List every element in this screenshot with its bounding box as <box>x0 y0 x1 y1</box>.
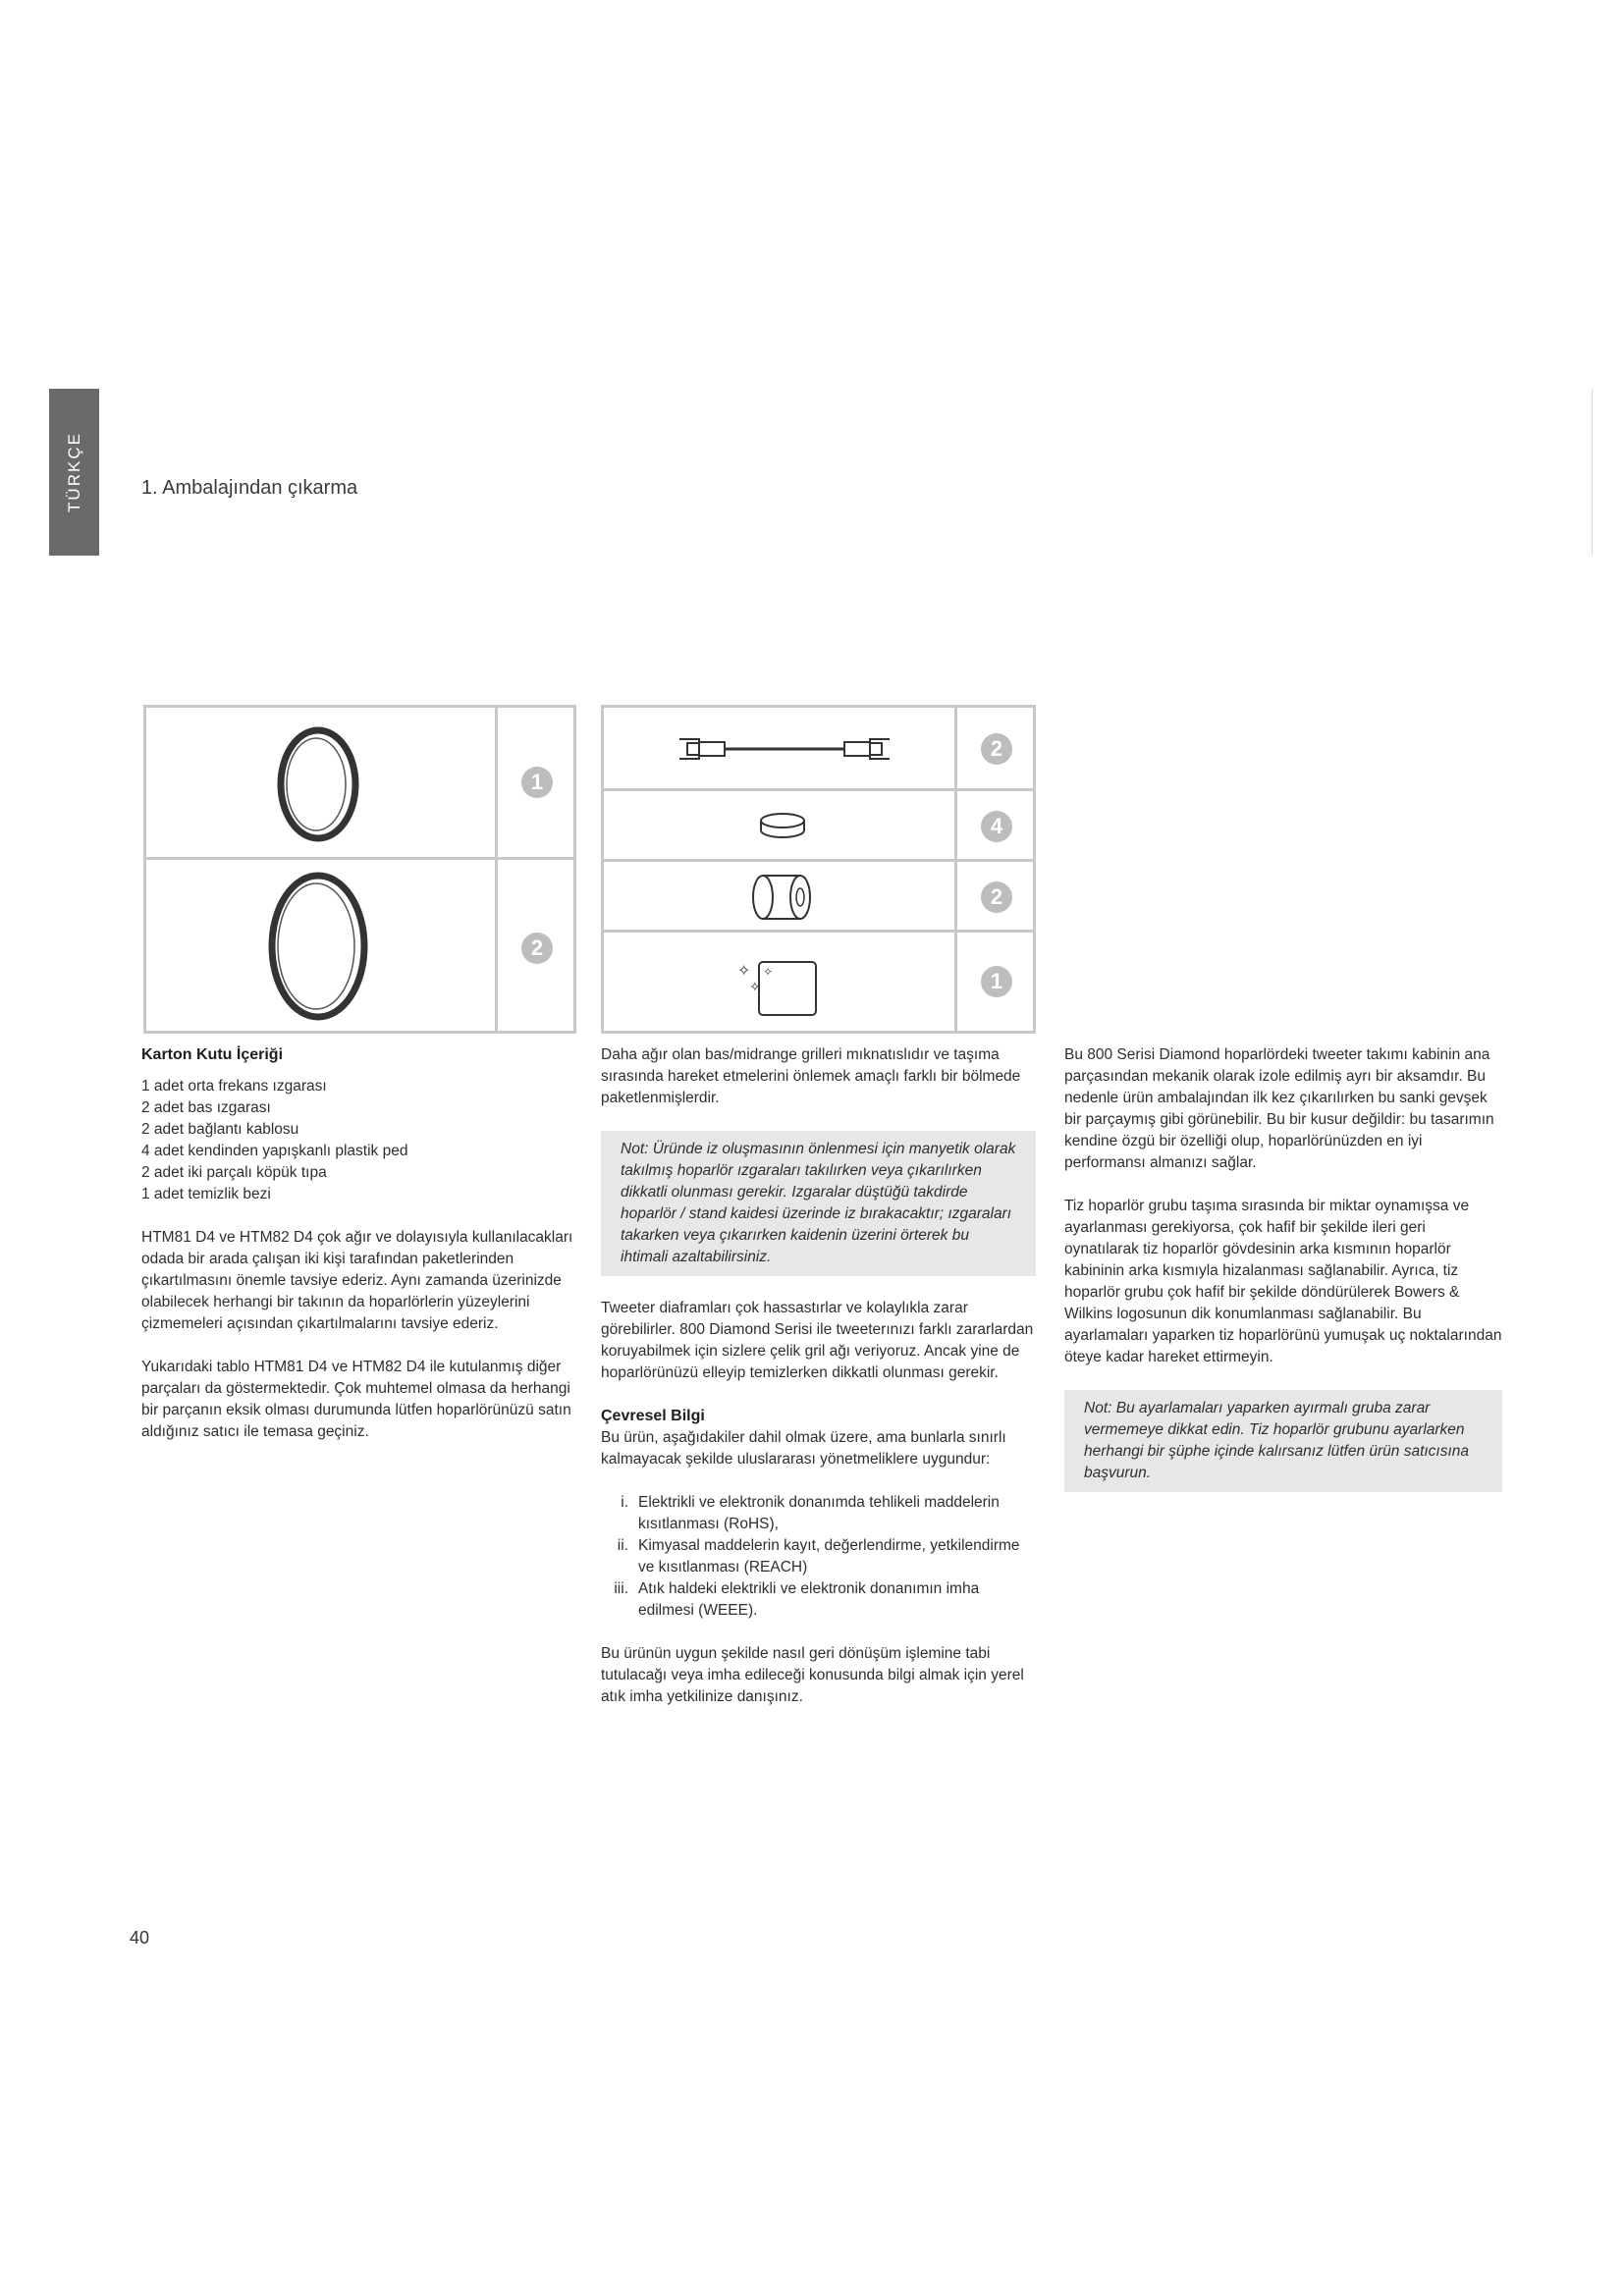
table-row <box>604 791 1033 862</box>
list-item: 2 adet bağlantı kablosu <box>141 1121 299 1138</box>
quantity-badge: 2 <box>981 733 1012 765</box>
note-box: Not: Bu ayarlamaları yaparken ayırmalı gruba zarar vermemeye dikkat edin. Tiz hoparlör grubunu ayarlarken herhangi bir şüphe içinde kalırsanız lütfen ürün satıcısına başvurun. <box>1064 1390 1502 1492</box>
list-item: iii. Atık haldeki elektrikli ve elektronik donanımın imha edilmesi (WEEE). <box>614 1580 980 1619</box>
quantity-badge: 2 <box>981 881 1012 913</box>
paragraph: Yukarıdaki tablo HTM81 D4 ve HTM82 D4 ile kutulanmış diğer parçaları da göstermektedir. Çok muhtemel olmasa da herhangi bir parçanın eksik olması durumunda lütfen hoparlörünüzü satın aldığınız satıcı ile temasa geçiniz. <box>141 1359 571 1440</box>
list-item: 2 adet iki parçalı köpük tıpa <box>141 1164 327 1181</box>
svg-text:✧: ✧ <box>737 961 751 980</box>
list-item: i. Elektrikli ve elektronik donanımda tehlikeli maddelerin kısıtlanması (RoHS), <box>621 1494 1000 1532</box>
paragraph: Tiz hoparlör grubu taşıma sırasında bir miktar oynamışsa ve ayarlanması gerekiyorsa, çok hafif bir şekilde ileri geri oynatılarak tiz hoparlör gövdesinin arka kısmının hoparlör kabininin arka kısmıyla hizalanması sağlanabilir. Ayrıca, tiz hoparlör grubu çok hafif bir şekilde döndürülerek Bowers & Wilkins logosunun dik konumlanması sağlanabilir. Bu ayarlamaları yaparken tiz hoparlörünü yumuşak uç noktalarından öteye kadar hareket ettirmeyin. <box>1064 1198 1502 1365</box>
midrange-grille-icon <box>254 716 382 853</box>
paragraph: Daha ağır olan bas/midrange grilleri mıknatıslıdır ve taşıma sırasında hareket etmelerini önlemek amaçlı farklı bir bölmede paketlenmişlerdir. <box>601 1046 1021 1106</box>
box-contents-heading: Karton Kutu İçeriği <box>141 1046 284 1063</box>
environmental-heading: Çevresel Bilgi <box>601 1408 705 1424</box>
box-contents-list <box>141 1076 573 1205</box>
list-item: 1 adet temizlik bezi <box>141 1186 271 1202</box>
text-column-2 <box>601 1044 1036 1730</box>
cleaning-cloth-icon <box>720 942 828 1021</box>
list-item: 2 adet bas ızgarası <box>141 1099 271 1116</box>
regulations-list <box>601 1492 1036 1622</box>
svg-text:✧: ✧ <box>749 980 761 995</box>
table-row <box>146 708 573 860</box>
quantity-badge: 1 <box>521 767 553 798</box>
language-tab-label: TÜRKÇE <box>64 432 83 512</box>
table-row <box>604 708 1033 791</box>
paragraph: Bu ürün, aşağıdakiler dahil olmak üzere, ama bunlarla sınırlı kalmayacak şekilde uluslararası yönetmeliklere uygundur: <box>601 1429 1006 1468</box>
bass-grille-icon <box>244 863 392 1030</box>
list-item: 4 adet kendinden yapışkanlı plastik ped <box>141 1143 408 1159</box>
section-title: 1. Ambalajından çıkarma <box>141 477 358 499</box>
table-row <box>604 933 1033 1034</box>
quantity-badge: 4 <box>981 811 1012 842</box>
note-box: Not: Üründe iz oluşmasının önlenmesi için manyetik olarak takılmış hoparlör ızgaraları takılırken veya çıkarılırken dikkatli olunması gerekir. Izgaralar düştüğü takdirde hoparlör / stand kaidesi üzerinde iz bırakacaktır; ızgaraları takarken veya çıkarırken kaidenin üzerini örterek bu ihtimali azaltabilirsiniz. <box>601 1131 1036 1276</box>
paragraph: Bu ürünün uygun şekilde nasıl geri dönüşüm işlemine tabi tutulacağı veya imha edileceği konusunda bilgi almak için yerel atık imha yetkilinize danışınız. <box>601 1645 1024 1705</box>
svg-text:✧: ✧ <box>763 965 774 979</box>
foam-plug-icon <box>743 870 822 925</box>
text-column-1 <box>141 1044 573 1465</box>
paragraph: Bu 800 Serisi Diamond hoparlördeki tweeter takımı kabinin ana parçasından mekanik olarak izole edilmiş ayrı bir aksamdır. Bu nedenle ürün ambalajından ilk kez çıkarılırken bu sanki gevşek bir parçaymış gibi görünebilir. Bu bir kusur değildir: bu tasarımın kendine özgü bir özelliği olup, hoparlörünüzden en iyi performansı almanızı sağlar. <box>1064 1046 1494 1171</box>
paragraph: Tweeter diaframları çok hassastırlar ve kolaylıkla zarar görebilirler. 800 Diamond Serisi ile tweeterınızı farklı zararlardan koruyabilmek için sizlere çelik gril ağı veriyoruz. Ancak yine de hoparlörünüzü elleyip temizlerken dikkatli olunması gerekir. <box>601 1300 1034 1381</box>
language-tab <box>49 389 99 556</box>
table-row <box>146 860 573 1034</box>
text-column-3 <box>1064 1044 1502 1514</box>
list-item: ii. Kimyasal maddelerin kayıt, değerlendirme, yetkilendirme ve kısıtlanması (REACH) <box>617 1537 1020 1575</box>
adhesive-pad-icon <box>753 807 812 846</box>
paragraph: HTM81 D4 ve HTM82 D4 çok ağır ve dolayısıyla kullanılacakları odada bir arada çalışan iki kişi tarafından paketlerinden çıkartılmasını önemle tavsiye ederiz. Aynı zamanda üzerinizde olabilecek herhangi bir takının da hoparlörlerin yüzeylerini çizmemeleri açısından çıkartılmalarını tavsiye ederiz. <box>141 1229 573 1332</box>
list-item: 1 adet orta frekans ızgarası <box>141 1078 327 1095</box>
page-number: 40 <box>130 1928 150 1948</box>
right-margin-rule <box>1592 389 1593 556</box>
table-row <box>604 862 1033 933</box>
accessories-contents-table <box>601 705 1036 1034</box>
grille-contents-table <box>143 705 576 1034</box>
connection-cable-icon <box>677 729 893 769</box>
quantity-badge: 1 <box>981 966 1012 997</box>
quantity-badge: 2 <box>521 933 553 964</box>
